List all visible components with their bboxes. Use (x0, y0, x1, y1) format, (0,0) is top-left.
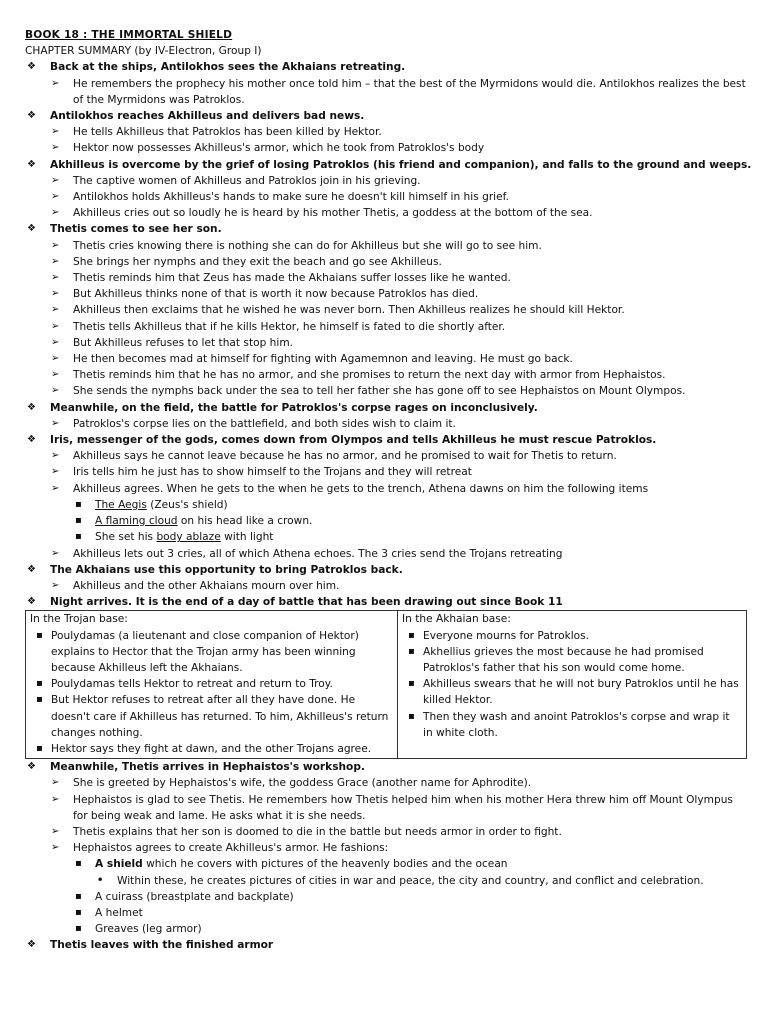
list-item: ▪ Akhilleus swears that he will not bury Patroklos until he has killed Hektor. (408, 678, 739, 707)
square-bullet-icon: ▪ (75, 890, 82, 902)
section-heading: ❖ Meanwhile, on the field, the battle for Patroklos's corpse rages on inconclusively. (25, 400, 747, 416)
arrow-bullet-icon: ➢ (51, 579, 60, 591)
diamond-bullet-icon: ❖ (27, 223, 36, 235)
arrow-bullet-icon: ➢ (51, 793, 60, 805)
diamond-bullet-icon: ❖ (27, 158, 36, 170)
list-item: ➢ Akhilleus says he cannot leave because he has no armor, and he promised to wait for Thetis to return. (25, 448, 747, 464)
arrow-bullet-icon: ➢ (51, 825, 60, 837)
arrow-bullet-icon: ➢ (51, 466, 60, 478)
list-item: ➢ She sends the nymphs back under the sea to tell her father she has gone off to see Hephaistos on Mount Olympos. (25, 383, 747, 399)
list-item: ➢ Thetis cries knowing there is nothing she can do for Akhilleus but she will go to see him. (25, 238, 747, 254)
sub-list-item: ▪ A shield which he covers with pictures of the heavenly bodies and the ocean (25, 856, 747, 872)
square-bullet-icon: ▪ (36, 629, 43, 641)
trojan-base-heading: In the Trojan base: (30, 613, 128, 626)
sub-list-item: ▪ Greaves (leg armor) (25, 921, 747, 937)
section-heading: ❖ Thetis leaves with the finished armor (25, 937, 747, 953)
sub-list-item: ▪ A flaming cloud on his head like a crown. (25, 513, 747, 529)
list-item: ➢ Akhilleus lets out 3 cries, all of which Athena echoes. The 3 cries send the Trojans retreating (25, 546, 747, 562)
arrow-bullet-icon: ➢ (51, 239, 60, 251)
list-item: ➢ She is greeted by Hephaistos's wife, the goddess Grace (another name for Aphrodite). (25, 775, 747, 791)
square-bullet-icon: ▪ (75, 498, 82, 510)
diamond-bullet-icon: ❖ (27, 401, 36, 413)
sub-list-item: ▪ She set his body ablaze with light (25, 529, 747, 545)
list-item: ➢ But Akhilleus thinks none of that is worth it now because Patroklos has died. (25, 286, 747, 302)
list-item: ➢ Patroklos's corpse lies on the battlefield, and both sides wish to claim it. (25, 416, 747, 432)
list-item: ➢ But Akhilleus refuses to let that stop him. (25, 335, 747, 351)
list-item: ➢ Thetis reminds him that Zeus has made the Akhaians suffer losses like he wanted. (25, 270, 747, 286)
list-item: ➢ Hephaistos agrees to create Akhilleus's armor. He fashions: (25, 840, 747, 856)
arrow-bullet-icon: ➢ (51, 191, 60, 203)
list-item: ➢ He tells Akhilleus that Patroklos has been killed by Hektor. (25, 124, 747, 140)
diamond-bullet-icon: ❖ (27, 61, 36, 73)
round-bullet-icon: • (97, 874, 104, 886)
section-heading: ❖ Antilokhos reaches Akhilleus and delivers bad news. (25, 108, 747, 124)
list-item: ➢ Akhilleus agrees. When he gets to the when he gets to the trench, Athena dawns on him the following items (25, 481, 747, 497)
arrow-bullet-icon: ➢ (51, 842, 60, 854)
arrow-bullet-icon: ➢ (51, 304, 60, 316)
arrow-bullet-icon: ➢ (51, 142, 60, 154)
diamond-bullet-icon: ❖ (27, 110, 36, 122)
base-comparison-table (25, 610, 747, 759)
list-item: ➢ Hektor now possesses Akhilleus's armor, which he took from Patroklos's body (25, 140, 747, 156)
section-heading: ❖ The Akhaians use this opportunity to bring Patroklos back. (25, 562, 747, 578)
section-heading: ❖ Night arrives. It is the end of a day of battle that has been drawing out since Book 11 (25, 594, 747, 610)
arrow-bullet-icon: ➢ (51, 777, 60, 789)
sub-sub-list-item: • Within these, he creates pictures of cities in war and peace, the city and country, and conflict and celebration. (25, 873, 747, 889)
list-item: ➢ She brings her nymphs and they exit the beach and go see Akhilleus. (25, 254, 747, 270)
list-item: ➢ Thetis reminds him that he has no armor, and she promises to return the next day with armor from Hephaistos. (25, 367, 747, 383)
list-item: ▪ Hektor says they fight at dawn, and the other Trojans agree. (30, 741, 393, 757)
arrow-bullet-icon: ➢ (51, 450, 60, 462)
page-title: BOOK 18 : THE IMMORTAL SHIELD (25, 29, 233, 41)
arrow-bullet-icon: ➢ (51, 417, 60, 429)
diamond-bullet-icon: ❖ (27, 761, 36, 773)
arrow-bullet-icon: ➢ (51, 320, 60, 332)
arrow-bullet-icon: ➢ (51, 174, 60, 186)
square-bullet-icon: ▪ (75, 906, 82, 918)
akhaian-base-cell (398, 611, 747, 759)
arrow-bullet-icon: ➢ (51, 385, 60, 397)
square-bullet-icon: ▪ (36, 742, 43, 754)
list-item: ➢ Thetis explains that her son is doomed to die in the battle but needs armor in order to fight. (25, 824, 747, 840)
section-heading: ❖ Akhilleus is overcome by the grief of losing Patroklos (his friend and companion), and falls to the ground and weeps. (25, 157, 747, 173)
list-item: ▪ Poulydamas tells Hektor to retreat and return to Troy. (30, 676, 393, 692)
list-item: ➢ Akhilleus cries out so loudly he is heard by his mother Thetis, a goddess at the bottom of the sea. (25, 205, 747, 221)
arrow-bullet-icon: ➢ (51, 353, 60, 365)
list-item: ➢ He then becomes mad at himself for fighting with Agamemnon and leaving. He must go back. (25, 351, 747, 367)
square-bullet-icon: ▪ (75, 858, 82, 870)
section-heading: ❖ Back at the ships, Antilokhos sees the Akhaians retreating. (25, 59, 747, 75)
square-bullet-icon: ▪ (75, 923, 82, 935)
list-item: ➢ Akhilleus then exclaims that he wished he was never born. Then Akhilleus realizes he should kill Hektor. (25, 302, 747, 318)
arrow-bullet-icon: ➢ (51, 77, 60, 89)
sub-list-item: ▪ A cuirass (breastplate and backplate) (25, 889, 747, 905)
list-item: ▪ But Hektor refuses to retreat after all they have done. He doesn't care if Akhilleus has returned. To him, Akhilleus's return changes nothing. (36, 694, 389, 739)
list-item: ➢ Akhilleus and the other Akhaians mourn over him. (25, 578, 747, 594)
trojan-base-cell (26, 611, 398, 759)
diamond-bullet-icon: ❖ (27, 434, 36, 446)
list-item: ▪ Akhellius grieves the most because he had promised Patroklos's father that his son would come home. (408, 645, 704, 674)
akhaian-base-heading: In the Akhaian base: (402, 613, 511, 626)
sub-list-item: ▪ The Aegis (Zeus's shield) (25, 497, 747, 513)
square-bullet-icon: ▪ (75, 531, 82, 543)
square-bullet-icon: ▪ (408, 710, 415, 722)
square-bullet-icon: ▪ (75, 515, 82, 527)
section-heading: ❖ Meanwhile, Thetis arrives in Hephaistos's workshop. (25, 759, 747, 775)
arrow-bullet-icon: ➢ (51, 255, 60, 267)
square-bullet-icon: ▪ (36, 694, 43, 706)
list-item: ▪ Then they wash and anoint Patroklos's corpse and wrap it in white cloth. (408, 710, 730, 739)
arrow-bullet-icon: ➢ (51, 369, 60, 381)
diamond-bullet-icon: ❖ (27, 563, 36, 575)
list-item: ➢ Thetis tells Akhilleus that if he kills Hektor, he himself is fated to die shortly after. (25, 319, 747, 335)
arrow-bullet-icon: ➢ (51, 126, 60, 138)
list-item: ➢ Antilokhos holds Akhilleus's hands to make sure he doesn't kill himself in his grief. (25, 189, 747, 205)
arrow-bullet-icon: ➢ (51, 207, 60, 219)
list-item: ➢ Hephaistos is glad to see Thetis. He remembers how Thetis helped him when his mother Hera threw him off Mount Olympus for being weak and lame. He asks what it is she needs. (51, 793, 733, 822)
diamond-bullet-icon: ❖ (27, 939, 36, 951)
list-item: ➢ He remembers the prophecy his mother once told him – that the best of the Myrmidons would die. Antilokhos realizes the best of the Myrmidons was Patroklos. (51, 77, 746, 106)
document (25, 27, 752, 954)
square-bullet-icon: ▪ (408, 645, 415, 657)
section-heading: ❖ Iris, messenger of the gods, comes down from Olympos and tells Akhilleus he must rescue Patroklos. (25, 432, 747, 448)
list-item: ▪ Poulydamas (a lieutenant and close companion of Hektor) explains to Hector that the Trojan army has been winning because Akhilleus left the Akhaians. (36, 629, 359, 674)
list-item: ▪ Everyone mourns for Patroklos. (402, 628, 742, 644)
list-item: ➢ The captive women of Akhilleus and Patroklos join in his grieving. (25, 173, 747, 189)
section-heading: ❖ Thetis comes to see her son. (25, 221, 747, 237)
list-item: ➢ Iris tells him he just has to show himself to the Trojans and they will retreat (25, 464, 747, 480)
page-subtitle: CHAPTER SUMMARY (by IV-Electron, Group I) (25, 45, 262, 58)
sub-list-item: ▪ A helmet (25, 905, 747, 921)
arrow-bullet-icon: ➢ (51, 482, 60, 494)
diamond-bullet-icon: ❖ (27, 596, 36, 608)
square-bullet-icon: ▪ (408, 629, 415, 641)
square-bullet-icon: ▪ (36, 678, 43, 690)
arrow-bullet-icon: ➢ (51, 547, 60, 559)
arrow-bullet-icon: ➢ (51, 336, 60, 348)
arrow-bullet-icon: ➢ (51, 272, 60, 284)
arrow-bullet-icon: ➢ (51, 288, 60, 300)
square-bullet-icon: ▪ (408, 678, 415, 690)
